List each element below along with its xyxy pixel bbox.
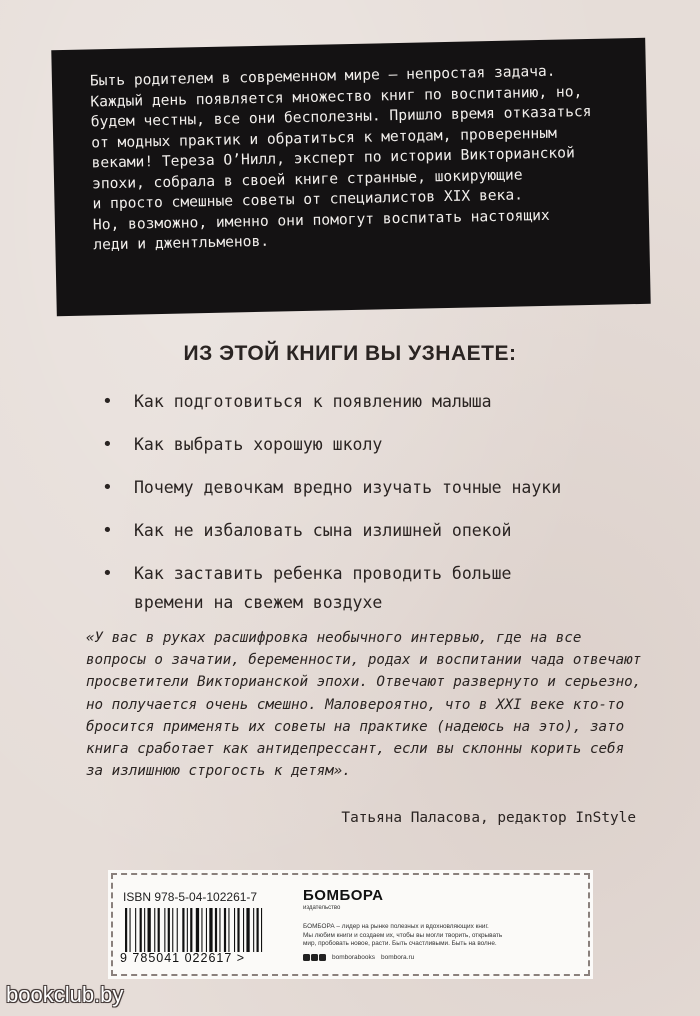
bullet-icon: • xyxy=(102,520,113,541)
review-quote: «У вас в руках расшифровка необычного интервью, где на все вопросы о зачатии, беременности, родах и воспитании чада отвечают просветители Викторианской эпохи. Отвечают развернуто и серьезно, но получается очень смешно. Маловероятно, что в XXI веке кто-то бросится применять их советы на практике (надеюсь на это), зато книга сработает как антидепрессант, если вы склонны корить себя за излишнюю строгость к детям». xyxy=(86,630,642,780)
publisher-description: БОМБОРА – лидер на рынке полезных и вдохновляющих книг. Мы любим книги и создаем их, чтобы вы могли творить, открывать мир, пробовать новое, расти. Быть счастливыми. Быть на волне. xyxy=(303,923,503,948)
bullet-icon: • xyxy=(102,563,113,584)
youtube-icon xyxy=(319,954,326,961)
list-item xyxy=(102,430,662,459)
vk-icon xyxy=(303,954,310,961)
learn-heading: ИЗ ЭТОЙ КНИГИ ВЫ УЗНАЕТЕ: xyxy=(183,342,517,365)
list-item xyxy=(102,516,662,545)
barcode-graphic xyxy=(123,908,293,952)
social-icons xyxy=(303,954,326,961)
bullet-icon: • xyxy=(102,434,113,455)
list-item-text: Как выбрать хорошую школу xyxy=(134,435,383,454)
barcode-panel xyxy=(111,873,590,976)
isbn-text: ISBN 978-5-04-102261-7 xyxy=(123,890,258,904)
site-watermark: bookclub.by xyxy=(6,982,124,1007)
intro-box xyxy=(51,38,650,316)
list-item xyxy=(102,387,662,416)
social-handle: bomborabooks xyxy=(332,954,375,961)
instagram-icon xyxy=(311,954,318,961)
list-item xyxy=(102,473,662,502)
publisher-website: bombora.ru xyxy=(381,954,415,961)
bullet-icon: • xyxy=(102,477,113,498)
publisher-logo: БОМБОРА xyxy=(303,887,384,904)
publisher-subtitle: издательство xyxy=(303,905,341,911)
intro-text: Быть родителем в современном мире — непростая задача. Каждый день появляется множество книг по воспитанию, но, будем честны, все они бесполезны. Пришло время отказаться от модных практик и обратиться к методам, проверенным веками! Тереза О’Нилл, эксперт по истории Викторианской эпохи, собрала в своей книге странные, шокирующие и просто смешные советы от специалистов XIX века. Но, возможно, именно они помогут воспитать настоящих леди и джентльменов. xyxy=(89,62,592,254)
social-row xyxy=(303,954,414,961)
barcode-digits: 9 785041 022617 > xyxy=(120,951,246,965)
list-item-text: Почему девочкам вредно изучать точные науки xyxy=(134,478,562,497)
list-item-text: Как заставить ребенка проводить больше времени на свежем воздухе xyxy=(134,564,512,612)
list-item-text: Как не избаловать сына излишней опекой xyxy=(134,521,512,540)
quote-author: Татьяна Паласова, редактор InStyle xyxy=(341,810,636,826)
bullet-icon: • xyxy=(102,391,113,412)
learn-list xyxy=(102,387,662,631)
list-item-text: Как подготовиться к появлению малыша xyxy=(134,392,492,411)
list-item xyxy=(102,559,662,617)
